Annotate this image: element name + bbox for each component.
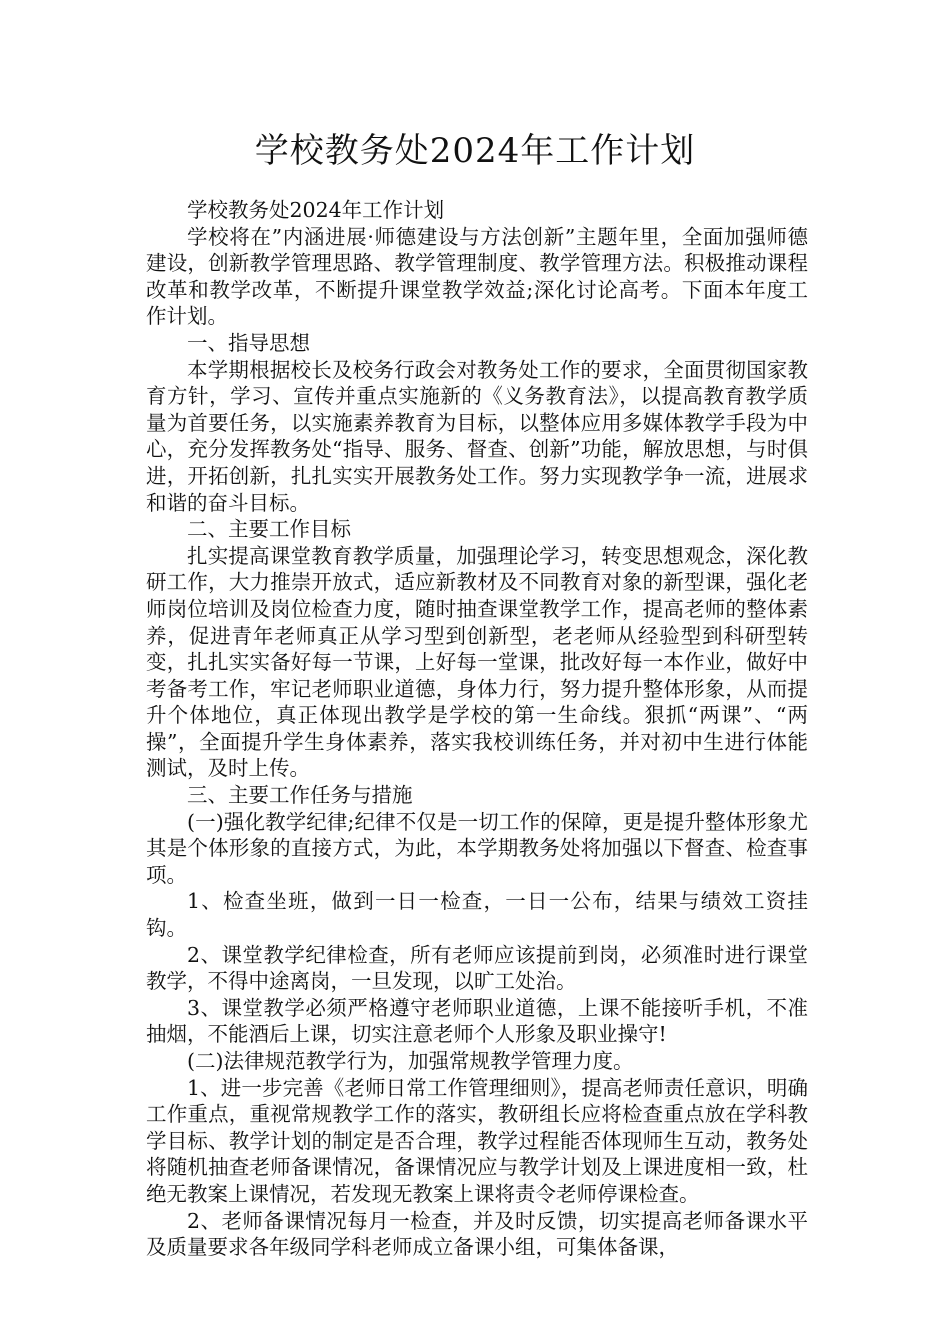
subsection-discipline: (一)强化教学纪律;纪律不仅是一切工作的保障，更是提升整体形象尤其是个体形象的直接方式，为此，本学期教务处将加强以下督查、检查事项。 [146, 809, 808, 887]
list-item: 1、进一步完善《老师日常工作管理细则》，提高老师责任意识，明确工作重点，重视常规教学工作的落实，教研组长应将检查重点放在学科教学目标、教学计划的制定是否合理，教学过程能否体现师生互动，教务处将随机抽查老师备课情况，备课情况应与教学计划及上课进度相一致，杜绝无教案上课情况，若发现无教案上课将责令老师停课检查。 [146, 1075, 808, 1206]
section-heading-tasks-measures: 三、主要工作任务与措施 [187, 783, 413, 808]
main-goals-paragraph: 扎实提高课堂教育教学质量，加强理论学习，转变思想观念，深化教研工作，大力推崇开放式，适应新教材及不同教育对象的新型课，强化老师岗位培训及岗位检查力度，随时抽查课堂教学工作，提高老师的整体素养，促进青年老师真正从学习型到创新型，老老师从经验型到科研型转变，扎扎实实备好每一节课，上好每一堂课，批改好每一本作业，做好中考备考工作，牢记老师职业道德，身体力行，努力提升整体形象，从而提升个体地位，真正体现出教学是学校的第一生命线。狠抓“两课”、“两操”，全面提升学生身体素养，落实我校训练任务，并对初中生进行体能测试，及时上传。 [146, 543, 808, 781]
page-title: 学校教务处2024年工作计划 [254, 131, 696, 171]
guiding-ideology-paragraph: 本学期根据校长及校务行政会对教务处工作的要求，全面贯彻国家教育方针，学习、宣传并重点实施新的《义务教育法》，以提高教育教学质量为首要任务，以实施素养教育为目标，以整体应用多媒体教学手段为中心，充分发挥教务处“指导、服务、督查、创新”功能，解放思想，与时俱进，开拓创新，扎扎实实开展教务处工作。努力实现教学争一流，进展求和谐的奋斗目标。 [146, 357, 808, 515]
document-body [146, 197, 808, 1261]
subtitle-line: 学校教务处2024年工作计划 [187, 198, 445, 222]
section-heading-main-goals: 二、主要工作目标 [187, 517, 351, 542]
list-item: 2、老师备课情况每月一检查，并及时反馈，切实提高老师备课水平及质量要求各年级同学科老师成立备课小组，可集体备课， [146, 1208, 808, 1260]
intro-paragraph: 学校将在”内涵进展·师德建设与方法创新”主题年里，全面加强师德建设，创新教学管理思路、教学管理制度、教学管理方法。积极推动课程改革和教学改革，不断提升课堂教学效益;深化讨论高考。下面本年度工作计划。 [146, 224, 808, 329]
list-item: 1、检查坐班，做到一日一检查，一日一公布，结果与绩效工资挂钩。 [146, 889, 808, 941]
section-heading-guiding-ideology: 一、指导思想 [187, 330, 310, 355]
list-item: 3、课堂教学必须严格遵守老师职业道德，上课不能接听手机，不准抽烟，不能酒后上课，切实注意老师个人形象及职业操守! [146, 995, 808, 1047]
list-item: 2、课堂教学纪律检查，所有老师应该提前到岗，必须准时进行课堂教学，不得中途离岗，一旦发现，以旷工处治。 [146, 942, 808, 994]
subsection-regulate-teaching: (二)法律规范教学行为，加强常规教学管理力度。 [187, 1049, 634, 1073]
